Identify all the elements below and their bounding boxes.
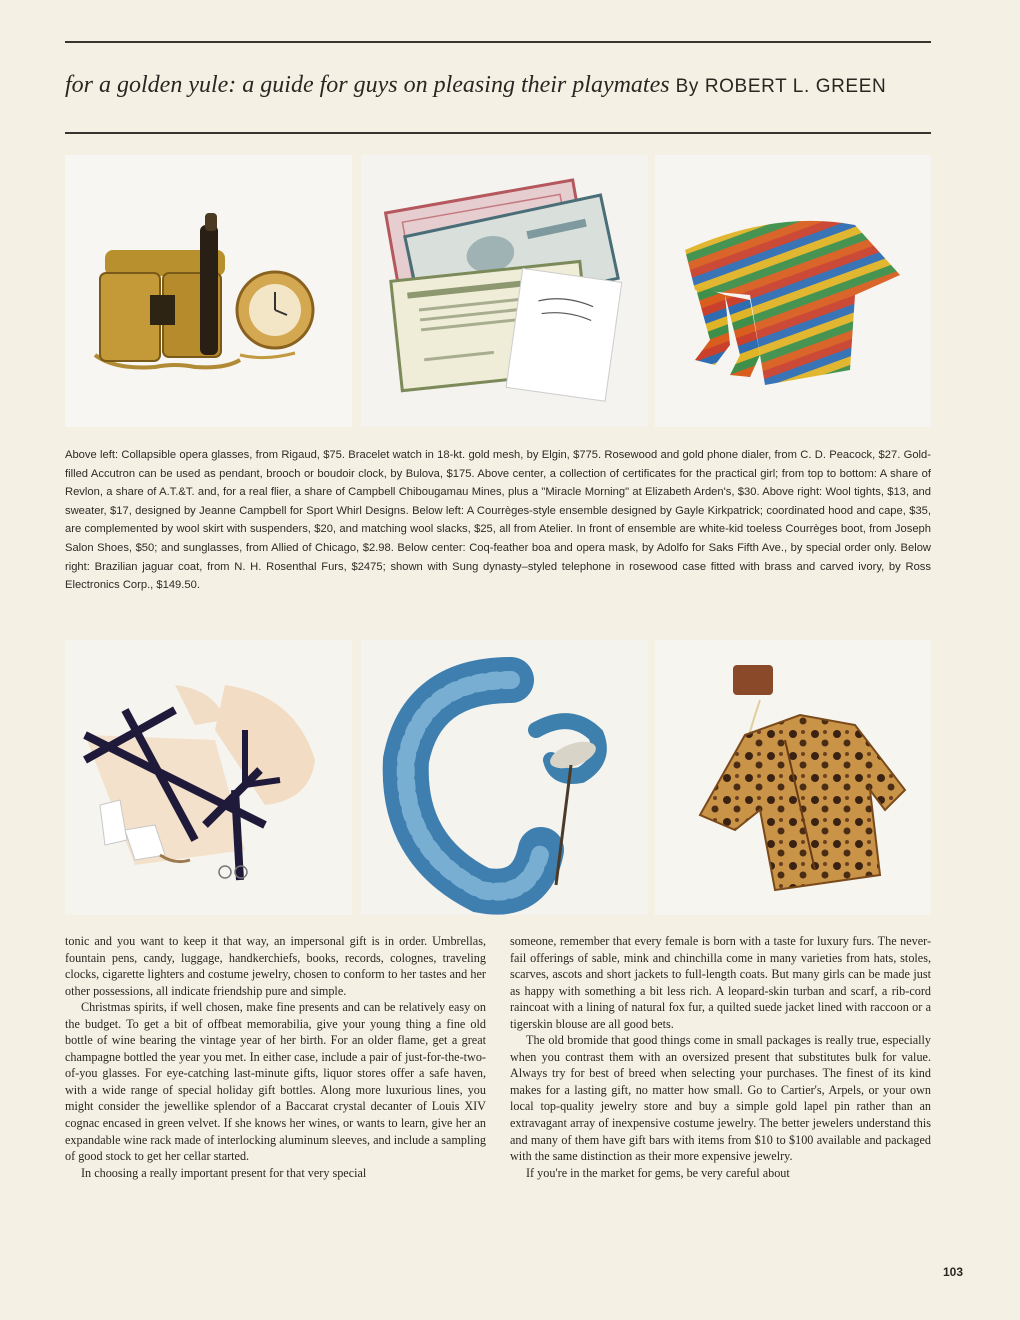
article-title: for a golden yule: a guide for guys on pleasing their playmates (65, 72, 670, 98)
photo-feather-boa (361, 640, 648, 915)
headline (65, 70, 945, 102)
photo-jaguar-coat (655, 640, 931, 915)
photo-courreges-ensemble (65, 640, 352, 915)
body-paragraph: If you're in the market for gems, be very careful about (526, 1165, 790, 1180)
body-column-left (65, 933, 486, 1181)
body-paragraph: In choosing a really important present for that very special (81, 1165, 367, 1180)
body-paragraph: someone, remember that every female is born with a taste for luxury furs. The never-fail offerings of sable, mink and chinchilla come in many varieties from hats, stoles, scarves, ascots and short jackets to full-length coats. But many girls can be made just as happy with something a bit less rich. A leopard-skin turban and scarf, a rib-cord raincoat with a lining of natural fox fur, a quilted suede jacket lined with raccoon or a tigerskin blouse are all good bets. (510, 934, 931, 1031)
photo-stock-certificates (361, 155, 648, 427)
byline: By ROBERT L. GREEN (675, 76, 887, 97)
title-rule (65, 132, 931, 134)
photo-caption: Above left: Collapsible opera glasses, from Rigaud, $75. Bracelet watch in 18-kt. gold mesh, by Elgin, $775. Rosewood and gold phone dialer, from C. D. Peacock, $27. Gold-filled Accutron can be used as pendant, brooch or boudoir clock, by Bulova, $175. Above center, a collection of certificates for the practical girl; from top to bottom: A share of Revlon, a share of A.T.&T. and, for a real flier, a share of Campbell Chibougamau Mines, plus a "Miracle Morning" at Elizabeth Arden's, $30. Above right: Wool tights, $13, and sweater, $17, designed by Jeanne Campbell for Sport Whirl Designs. Below left: A Courrèges-style ensemble designed by Gayle Kirkpatrick; coordinated hood and cape, $35, are complemented by wool skirt with suspenders, $20, and matching wool slacks, $25, all from Atelier. In front of ensemble are white-kid toeless Courrèges boot, from Joseph Salon Shoes, $50; and sunglasses, from Allied of Chicago, $2.98. Below center: Coq-feather boa and opera mask, by Adolfo for Saks Fifth Ave., by special order only. Below right: Brazilian jaguar coat, from N. H. Rosenthal Furs, $2475; shown with Sung dynasty–styled telephone in rosewood case fitted with brass and carved ivory, by Ross Electronics Corp., $149.50. (65, 449, 931, 592)
photo-gold-accessories (65, 155, 352, 427)
top-rule (65, 41, 931, 43)
photo-striped-tights-sweater (655, 155, 931, 427)
body-paragraph: tonic and you want to keep it that way, an impersonal gift is in order. Umbrellas, fountain pens, candy, luggage, handkerchiefs, books, records, colognes, traveling clocks, cigarette lighters and costume jewelry, chosen to conform to her tastes and her other possessions, all indicate friendship pure and simple. (65, 934, 486, 998)
body-column-right (510, 933, 931, 1181)
body-paragraph: Christmas spirits, if well chosen, make fine presents and can be relatively easy on the budget. To get a bit of offbeat memorabilia, give your young thing a fine old bottle of wine bearing the vintage year of her birth. For an older flame, get a great champagne bottled the year you met. In either case, include a pair of just-for-the-two-of-you glasses. For eye-catching last-minute gifts, liquor stores offer a safe haven, with a wide range of special holiday gift bottles. Along more luxurious lines, you might consider the jewellike splendor of a Baccarat crystal decanter of Louis XIV cognac encased in green velvet. If she knows her wines, or wants to learn, give her an expandable wine rack made of interlocking aluminum sleeves, and include a sampling of good stock to get her cellar started. (65, 1000, 486, 1164)
body-paragraph: The old bromide that good things come in small packages is really true, especially when you contrast them with an oversized present that substitutes bulk for value. Always try for best of breed when selecting your purchases. The finest of its kind makes for a lasting gift, no matter how small. Go to Cartier's, Arpels, or your own local top-quality jewelry store and buy a simple gold lapel pin rather than an extravagant array of inexpensive costume jewelry. The better jewelers understand this and many of them have gift bars with items from $10 to $100 available and packaged with the same distinction as their more expensive jewelry. (510, 1033, 931, 1164)
page-number: 103 (943, 1265, 964, 1279)
